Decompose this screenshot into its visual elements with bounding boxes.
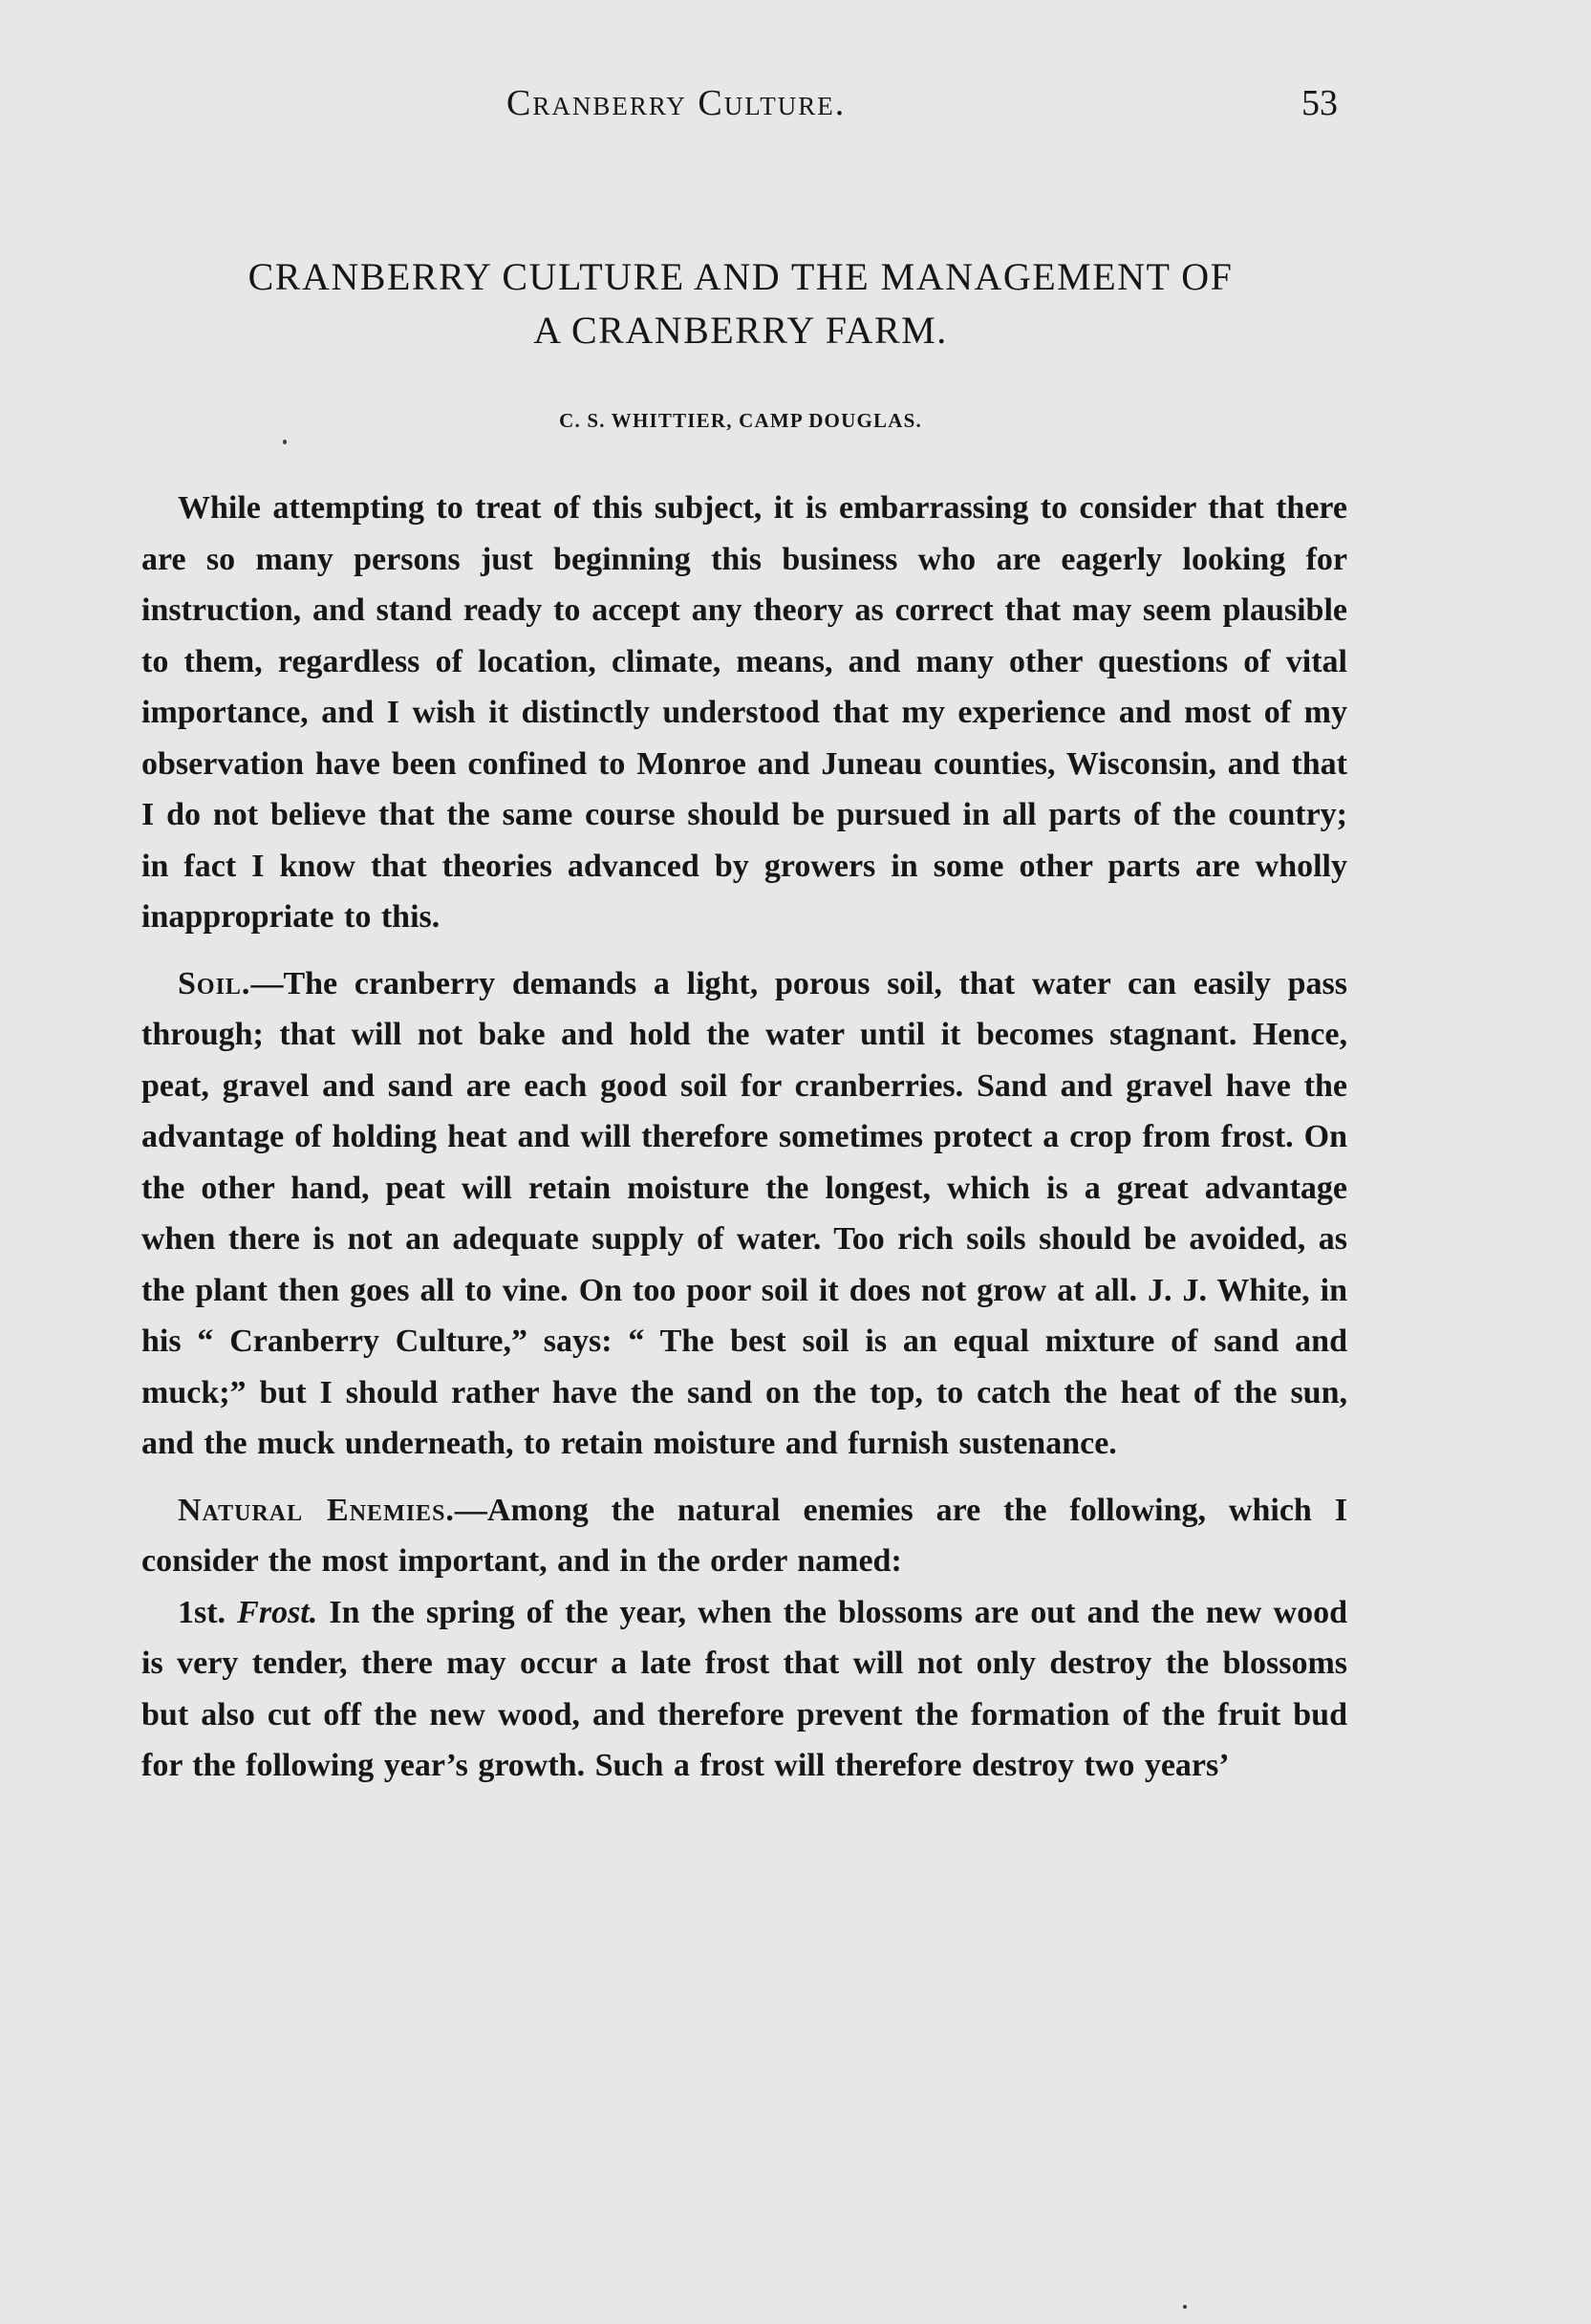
article-title-line-2: A CRANBERRY FARM. bbox=[533, 309, 948, 352]
frost-heading: Frost. bbox=[237, 1594, 318, 1630]
soil-heading: Soil. bbox=[178, 965, 251, 1001]
print-speck bbox=[1183, 2305, 1187, 2309]
article-title-line-1: CRANBERRY CULTURE AND THE MANAGEMENT OF bbox=[247, 255, 1234, 298]
paragraph-frost bbox=[141, 1587, 1347, 1792]
paragraph-intro: While attempting to treat of this subject, it is embarrassing to consider that there are so many persons just beginning this business who are eagerly looking for instruction, and stand ready to accept any theory as correct that may seem plausible to them, regardless of location, climate, means, and many other questions of vital importance, and I wish it distinctly understood that my experience and most of my observation have been confined to Monroe and Juneau counties, Wisconsin, and that I do not believe that the same course should be pursued in all parts of the country; in fact I know that theories advanced by growers in some other parts are wholly inappropriate to this. bbox=[141, 490, 1347, 935]
body-text bbox=[141, 483, 1347, 1792]
author-line: C. S. WHITTIER, CAMP DOUGLAS. bbox=[559, 409, 922, 432]
frost-number: 1st. bbox=[178, 1594, 226, 1630]
natural-enemies-heading: Natural Enemies. bbox=[178, 1492, 455, 1528]
soil-text: The cranberry demands a light, porous soil, that water can easily pass through; that will not bake and hold the water until it becomes stagnant. Hence, peat, gravel and sand are each good soil for cranberries. Sand and gravel have the advantage of holding heat and will therefore sometimes protect a crop from frost. On the other hand, peat will retain moisture the longest, which is a great advantage when there is not an adequate supply of water. Too rich soils should be avoided, as the plant then goes all to vine. On too poor soil it does not grow at all. J. J. White, in his “ Cranberry Culture,” says: “ The best soil is an equal mixture of sand and muck;” but I should rather have the sand on the top, to catch the heat of the sun, and the muck underneath, to retain moisture and furnish sustenance. bbox=[141, 965, 1347, 1461]
running-head bbox=[153, 82, 1338, 130]
paragraph-natural-enemies bbox=[141, 1485, 1347, 1587]
soil-dash: — bbox=[250, 965, 284, 1001]
frost-text: In the spring of the year, when the blossoms are out and the new wood is very tender, there may occur a late frost that will not only destroy the blossoms but also cut off the new wood, and therefore prevent the formation of the fruit bud for the following year’s growth. Such a frost will therefore destroy two years’ bbox=[141, 1594, 1347, 1783]
article-title bbox=[115, 250, 1366, 357]
print-speck bbox=[283, 440, 287, 444]
running-title: Cranberry Culture. bbox=[506, 83, 847, 123]
natural-enemies-text: Among the natural enemies are the following, which I consider the most important, and in the order named: bbox=[141, 1492, 1348, 1579]
paragraph-soil bbox=[141, 958, 1347, 1470]
page-number: 53 bbox=[1301, 83, 1338, 123]
enemies-dash: — bbox=[454, 1492, 487, 1528]
